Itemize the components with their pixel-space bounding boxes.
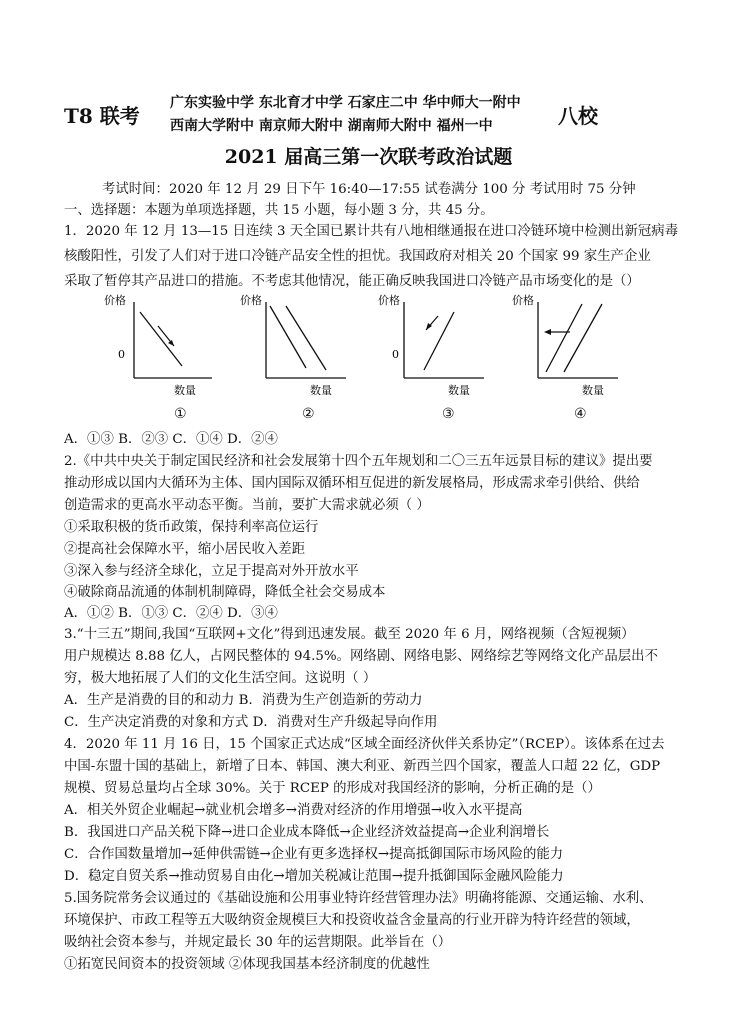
q4-option-b: B．我国进口产品关税下降→进口企业成本降低→企业经济效益提高→企业利润增长 (64, 825, 550, 840)
graph-1-origin: 0 (118, 348, 125, 361)
q2-options: A．①② B．①③ C．②④ D．③④ (64, 606, 278, 621)
section-heading: 一、选择题：本题为单项选择题，共 15 小题，每小题 3 分，共 45 分。 (64, 203, 494, 218)
q3-line-2: 用户规模达 8.88 亿人，占网民整体的 94.5%。网络剧、网络电影、网络综艺等网络文化产品层出不 (64, 649, 658, 664)
q5-line-2: 环境保护、市政工程等五大吸纳资金规模巨大和投资收益含金量高的行业开辟为特许经营的领域， (64, 913, 640, 928)
graph-3-ylabel: 价格 (378, 294, 400, 307)
graph-1 (100, 292, 220, 400)
schools-row-2: 西南大学附中 南京师大附中 湖南师大附中 福州一中 (170, 118, 493, 134)
graph-1-xlabel: 数量 (174, 384, 196, 397)
graph-2-curve-b (286, 306, 326, 370)
q2-line-6: ③深入参与经济全球化，立足于提高对外开放水平 (64, 564, 359, 579)
schools-row-1: 广东实验中学 东北育才中学 石家庄二中 华中师大一附中 (170, 95, 521, 111)
graph-label-2: ② (302, 406, 315, 422)
exam-info: 考试时间：2020 年 12 月 29 日下午 16:40—17:55 试卷满分 100 分 考试用时 75 分钟 (102, 182, 636, 197)
graph-4-curve-a (546, 304, 582, 372)
graph-1-curve (140, 312, 182, 366)
q2-line-3: 创造需求的更高水平动态平衡。当前，要扩大需求就必须（ ） (64, 498, 430, 513)
page-title: 2021 届高三第一次联考政治试题 (224, 146, 513, 168)
q1-line-3: 采取了暂停其产品进口的措施。不考虑其他情况，能正确反映我国进口冷链产品市场变化的是（） (64, 274, 640, 289)
q2-line-1: 2.《中共中央关于制定国民经济和社会发展第十四个五年规划和二〇三五年远景目标的建议》提出要 (64, 454, 653, 469)
graph-3-curve (424, 312, 454, 370)
q4-line-3: 规模、贸易总量均占全球 30%。关于 RCEP 的形成对我国经济的影响，分析正确的是（） (64, 781, 601, 796)
graph-label-3: ③ (442, 406, 455, 422)
q4-line-2: 中国-东盟十国的基础上，新增了日本、韩国、澳大利亚、新西兰四个国家，覆盖人口超 22 亿，GDP (64, 759, 661, 774)
graph-4-curve-b (564, 304, 602, 372)
graph-2 (236, 292, 356, 400)
schools-right-label: 八校 (558, 104, 598, 128)
graph-3-xlabel: 数量 (448, 384, 470, 397)
q5-line-3: 吸纳社会资本参与，并规定最长 30 年的运营期限。此举旨在（） (64, 935, 452, 950)
graph-4 (508, 292, 628, 400)
q3-line-1: 3.“十三五”期间,我国“互联网+文化”得到迅速发展。截至 2020 年 6 月，网络视频（含短视频） (64, 627, 635, 642)
graph-2-ylabel: 价格 (240, 294, 262, 307)
graph-1-ylabel: 价格 (104, 294, 126, 307)
graph-4-ylabel: 价格 (512, 294, 534, 307)
q3-option-cd: C．生产决定消费的对象和方式 D．消费对生产升级起导向作用 (64, 715, 438, 730)
graph-2-curve-a (270, 306, 306, 368)
graph-label-4: ④ (574, 406, 587, 422)
q2-line-2: 推动形成以国内大循环为主体、国内国际双循环相互促进的新发展格局，形成需求牵引供给、供给 (64, 476, 640, 491)
q1-line-2: 核酸阳性，引发了人们对于进口冷链产品安全性的担忧。我国政府对相关 20 个国家 99 家生产企业 (64, 249, 651, 264)
graph-2-xlabel: 数量 (310, 384, 332, 397)
q4-option-a: A．相关外贸企业崛起→就业机会增多→消费对经济的作用增强→收入水平提高 (64, 803, 523, 818)
exam-tag: T8 联考 (64, 104, 140, 128)
q4-line-1: 4．2020 年 11 月 16 日，15 个国家正式达成“区域全面经济伙伴关系协定”（RCEP）。该体系在过去 (64, 737, 665, 752)
q2-line-7: ④破除商品流通的体制机制障碍，降低全社会交易成本 (64, 585, 386, 600)
graph-3-origin: 0 (392, 348, 399, 361)
q1-options: A．①③ B．②③ C．①④ D．②④ (64, 432, 278, 447)
q5-line-1: 5.国务院常务会议通过的《基础设施和公用事业特许经营管理办法》明确将能源、交通运输、水利、 (64, 891, 653, 906)
q2-line-4: ①采取积极的货币政策，保持利率高位运行 (64, 520, 319, 535)
graph-3 (374, 292, 494, 400)
q4-option-d: D．稳定自贸关系→推动贸易自由化→增加关税减让范围→提升抵御国际金融风险能力 (64, 869, 564, 884)
q4-option-c: C．合作国数量增加→延伸供需链→企业有更多选择权→提高抵御国际市场风险的能力 (64, 847, 564, 862)
graph-4-xlabel: 数量 (582, 384, 604, 397)
q2-line-5: ②提高社会保障水平，缩小居民收入差距 (64, 542, 306, 557)
q3-line-3: 穷，极大地拓展了人们的文化生活空间。这说明（ ） (64, 671, 377, 686)
q5-line-4: ①拓宽民间资本的投资领域 ②体现我国基本经济制度的优越性 (64, 957, 430, 972)
graph-label-1: ① (174, 406, 187, 422)
q1-line-1: 1．2020 年 12 月 13—15 日连续 3 天全国已累计共有八地相继通报在进口冷链环境中检测出新冠病毒 (64, 224, 679, 239)
q3-option-ab: A．生产是消费的目的和动力 B．消费为生产创造新的劳动力 (64, 693, 423, 708)
